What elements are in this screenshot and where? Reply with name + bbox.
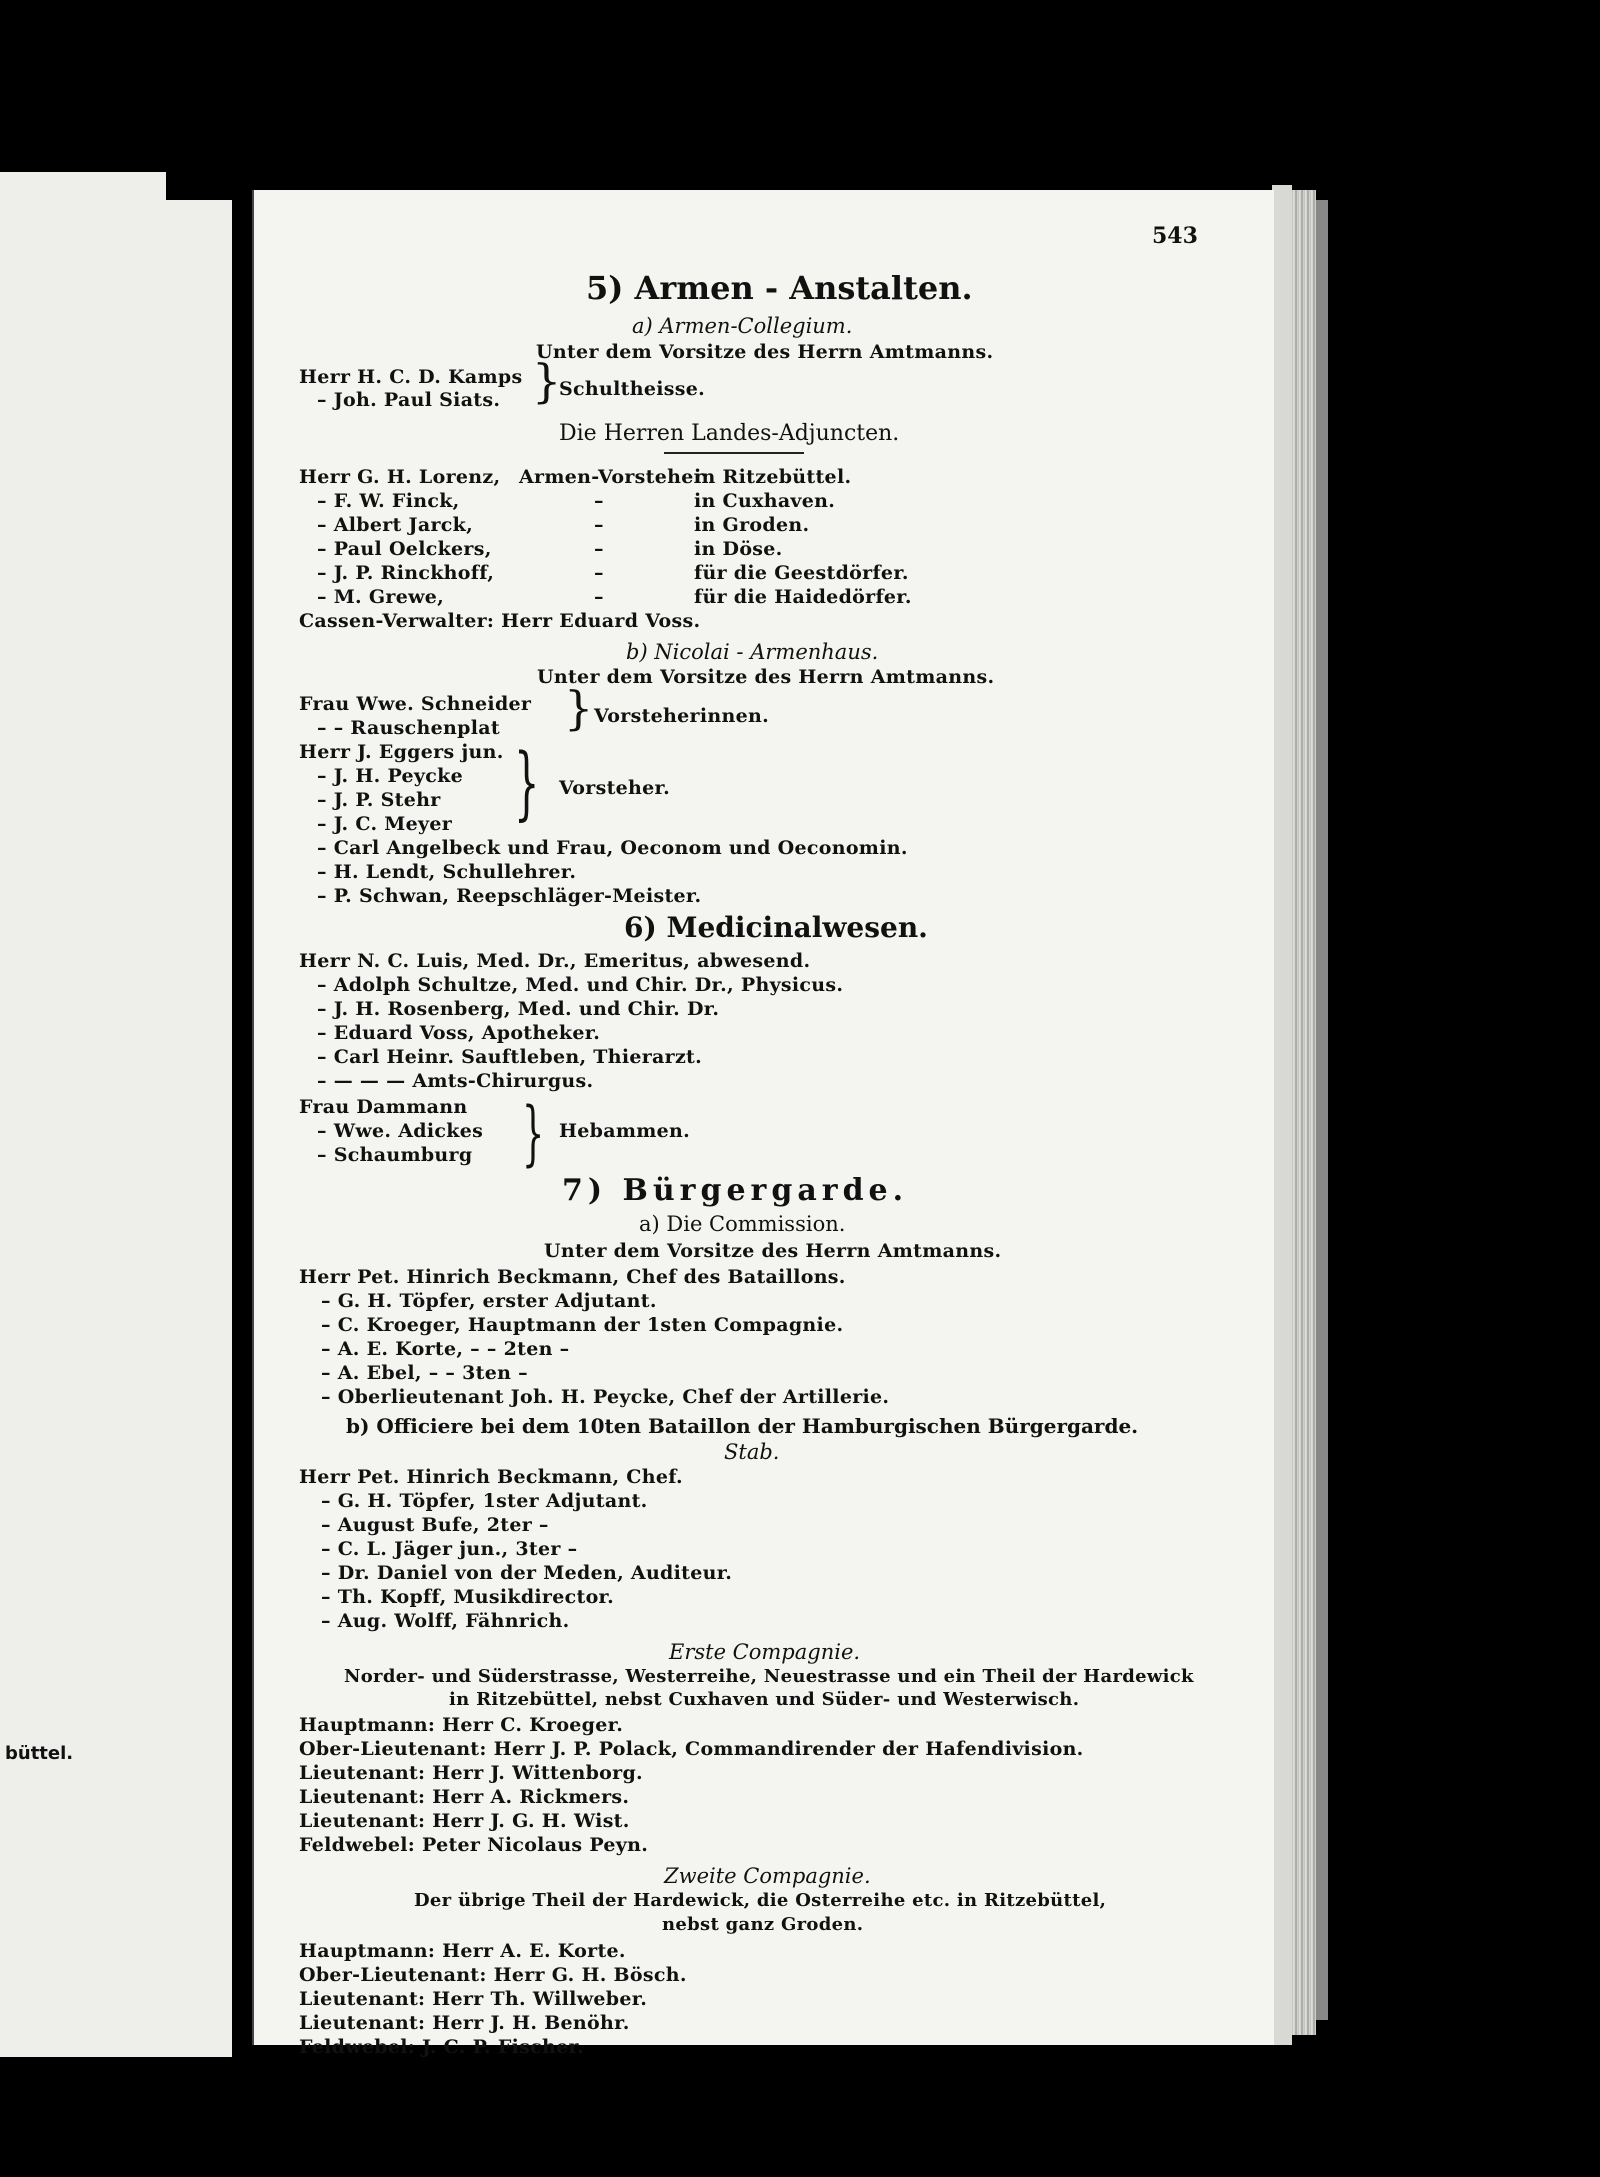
section-5b-title: b) Nicolai - Armenhaus. <box>626 640 879 664</box>
erste-row: Hauptmann: Herr C. Kroeger. <box>299 1714 624 1736</box>
medicinal-row: – — — — Amts-Chirurgus. <box>317 1070 594 1092</box>
extra-row: – P. Schwan, Reepschläger-Meister. <box>317 885 702 907</box>
erste-compagnie-title: Erste Compagnie. <box>669 1640 861 1664</box>
stab-row: – G. H. Töpfer, 1ster Adjutant. <box>321 1490 648 1512</box>
member-row: – Joh. Paul Siats. <box>317 389 501 411</box>
erste-row: Lieutenant: Herr J. G. H. Wist. <box>299 1810 630 1832</box>
section-7a-title: a) Die Commission. <box>639 1212 846 1236</box>
zweite-row: Lieutenant: Herr Th. Willweber. <box>299 1988 648 2010</box>
herr-row: – J. P. Stehr <box>317 789 441 811</box>
page-number: 543 <box>1152 223 1198 249</box>
commission-row: Herr Pet. Hinrich Beckmann, Chef des Bataillons. <box>299 1266 846 1288</box>
commission-row: – C. Kroeger, Hauptmann der 1sten Compagnie. <box>321 1314 844 1336</box>
commission-row: – G. H. Töpfer, erster Adjutant. <box>321 1290 657 1312</box>
vorsteher-role: – <box>594 490 604 512</box>
vorsteher-name: – Albert Jarck, <box>317 514 474 536</box>
frau-row: Frau Wwe. Schneider <box>299 693 532 715</box>
vorsteher-place: in Döse. <box>694 538 783 560</box>
erste-row: Lieutenant: Herr A. Rickmers. <box>299 1786 630 1808</box>
vorsteher-role: – <box>594 538 604 560</box>
zweite-compagnie-title: Zweite Compagnie. <box>664 1864 871 1888</box>
zweite-row: Hauptmann: Herr A. E. Korte. <box>299 1940 626 1962</box>
section-7a-chair: Unter dem Vorsitze des Herrn Amtmanns. <box>544 1240 1002 1262</box>
vorsteher-role: – <box>594 562 604 584</box>
extra-row: – H. Lendt, Schullehrer. <box>317 861 577 883</box>
vorsteher-place: in Ritzebüttel. <box>694 466 852 488</box>
brace-icon: } <box>564 681 594 735</box>
section-5a-title: a) Armen-Collegium. <box>632 314 853 338</box>
commission-row: – Oberlieutenant Joh. H. Peycke, Chef der Artillerie. <box>321 1386 890 1408</box>
zweite-row: Lieutenant: Herr J. H. Benöhr. <box>299 2012 630 2034</box>
erste-desc: in Ritzebüttel, nebst Cuxhaven und Süder- und Westerwisch. <box>449 1689 1080 1710</box>
left-page-scan <box>0 172 232 2057</box>
vorsteher-role: – <box>594 586 604 608</box>
erste-row: Ober-Lieutenant: Herr J. P. Polack, Commandirender der Hafendivision. <box>299 1738 1084 1760</box>
brace-icon: } <box>532 354 562 408</box>
left-page-fragment: büttel. <box>5 1743 74 1764</box>
document-page <box>252 190 1274 2058</box>
erste-row: Lieutenant: Herr J. Wittenborg. <box>299 1762 643 1784</box>
book-spine <box>166 0 232 200</box>
vorsteher-name: – Paul Oelckers, <box>317 538 492 560</box>
cassen-verwalter: Cassen-Verwalter: Herr Eduard Voss. <box>299 610 701 632</box>
vorsteher-role: Armen-Vorsteher <box>519 466 704 488</box>
erste-desc: Norder- und Süderstrasse, Westerreihe, Neuestrasse und ein Theil der Hardewick <box>344 1666 1194 1687</box>
book-gutter <box>232 0 252 200</box>
member-role: Schultheisse. <box>559 378 706 400</box>
stab-row: – Dr. Daniel von der Meden, Auditeur. <box>321 1562 733 1584</box>
erste-row: Feldwebel: Peter Nicolaus Peyn. <box>299 1834 649 1856</box>
zweite-desc: Der übrige Theil der Hardewick, die Osterreihe etc. in Ritzebüttel, <box>414 1890 1107 1911</box>
vorsteher-place: für die Haidedörfer. <box>694 586 912 608</box>
adjuncts-heading: Die Herren Landes-Adjuncten. <box>559 421 900 446</box>
vorsteher-name: – F. W. Finck, <box>317 490 460 512</box>
page-stack-edge <box>1292 190 1316 2035</box>
section-5-heading: 5) Armen - Anstalten. <box>586 269 973 307</box>
hebamme-row: Frau Dammann <box>299 1096 468 1118</box>
commission-row: – A. E. Korte, – – 2ten – <box>321 1338 570 1360</box>
page-stack-shadow <box>1316 200 1328 2020</box>
herr-row: – J. H. Peycke <box>317 765 463 787</box>
zweite-row: Ober-Lieutenant: Herr G. H. Bösch. <box>299 1964 687 1986</box>
herr-row: Herr J. Eggers jun. <box>299 741 504 763</box>
medicinal-row: – Carl Heinr. Sauftleben, Thierarzt. <box>317 1046 703 1068</box>
section-5b-chair: Unter dem Vorsitze des Herrn Amtmanns. <box>537 666 995 688</box>
frau-role: Vorsteherinnen. <box>594 705 770 727</box>
stab-title: Stab. <box>724 1440 780 1464</box>
stab-row: Herr Pet. Hinrich Beckmann, Chef. <box>299 1466 683 1488</box>
vorsteher-name: – J. P. Rinckhoff, <box>317 562 495 584</box>
medicinal-row: Herr N. C. Luis, Med. Dr., Emeritus, abwesend. <box>299 950 811 972</box>
medicinal-row: – Adolph Schultze, Med. und Chir. Dr., Physicus. <box>317 974 844 996</box>
herr-role: Vorsteher. <box>559 777 671 799</box>
divider <box>664 452 804 454</box>
extra-row: – Carl Angelbeck und Frau, Oeconom und Oeconomin. <box>317 837 908 859</box>
hebamme-row: – Schaumburg <box>317 1144 473 1166</box>
vorsteher-place: in Groden. <box>694 514 810 536</box>
member-row: Herr H. C. D. Kamps <box>299 366 523 388</box>
herr-row: – J. C. Meyer <box>317 813 453 835</box>
frau-row: – – Rauschenplat <box>317 717 500 739</box>
medicinal-row: – J. H. Rosenberg, Med. und Chir. Dr. <box>317 998 720 1020</box>
hebamme-row: – Wwe. Adickes <box>317 1120 484 1142</box>
medicinal-row: – Eduard Voss, Apotheker. <box>317 1022 601 1044</box>
vorsteher-name: – M. Grewe, <box>317 586 445 608</box>
brace-icon: } <box>522 1092 545 1174</box>
commission-row: – A. Ebel, – – 3ten – <box>321 1362 528 1384</box>
brace-icon: } <box>514 736 540 829</box>
section-6-heading: 6) Medicinalwesen. <box>624 911 928 944</box>
stab-row: – C. L. Jäger jun., 3ter – <box>321 1538 578 1560</box>
zweite-desc: nebst ganz Groden. <box>662 1914 864 1935</box>
section-7b-title: b) Officiere bei dem 10ten Bataillon der Hamburgischen Bürgergarde. <box>346 1414 1139 1438</box>
stab-row: – August Bufe, 2ter – <box>321 1514 549 1536</box>
vorsteher-role: – <box>594 514 604 536</box>
stab-row: – Aug. Wolff, Fähnrich. <box>321 1610 570 1632</box>
page-edge <box>1272 185 1292 2045</box>
section-5a-chair: Unter dem Vorsitze des Herrn Amtmanns. <box>536 341 994 363</box>
vorsteher-place: in Cuxhaven. <box>694 490 836 512</box>
vorsteher-name: Herr G. H. Lorenz, <box>299 466 501 488</box>
zweite-row: Feldwebel: J. C. P. Fischer. <box>299 2036 584 2058</box>
hebamme-role: Hebammen. <box>559 1120 691 1142</box>
vorsteher-place: für die Geestdörfer. <box>694 562 909 584</box>
stab-row: – Th. Kopff, Musikdirector. <box>321 1586 615 1608</box>
section-7-heading: 7) Bürgergarde. <box>562 1173 909 1208</box>
